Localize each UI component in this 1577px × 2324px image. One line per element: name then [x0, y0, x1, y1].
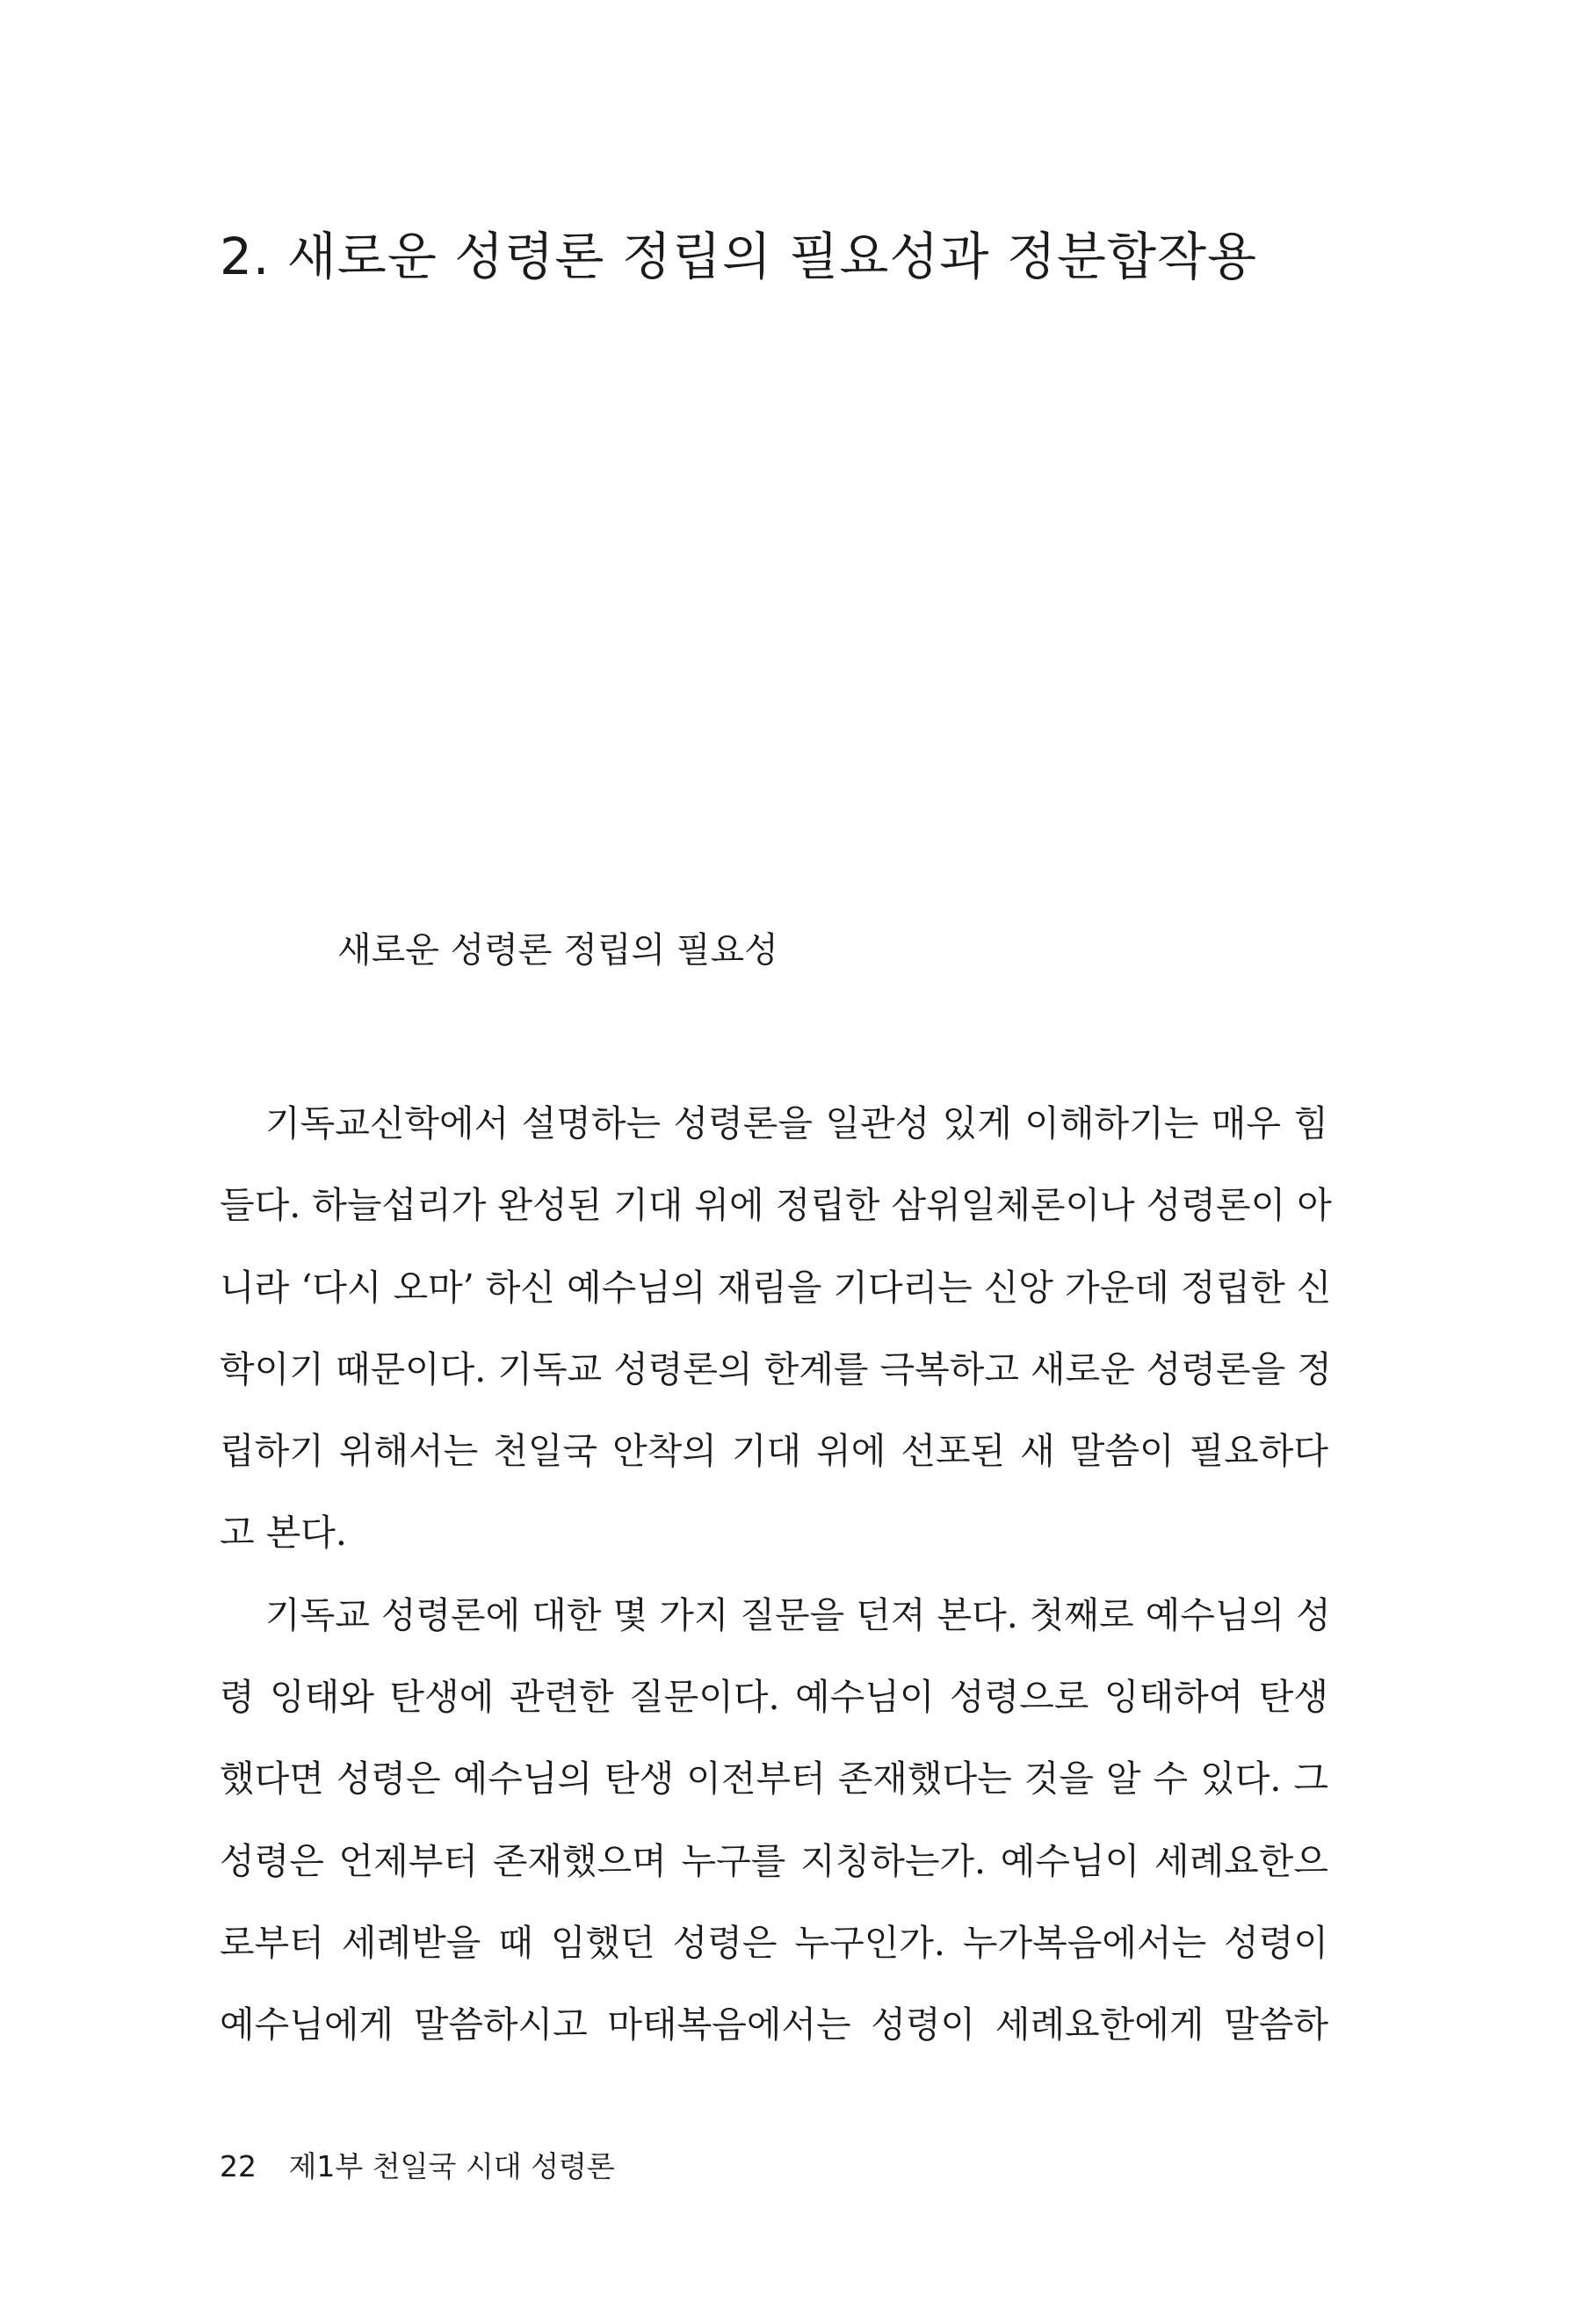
- text-line: 고 본다.: [220, 1512, 347, 1555]
- text-line: 예수님에게 말씀하시고 마태복음에서는 성령이 세례요한에게 말씀하: [220, 2003, 1328, 2046]
- chapter-title: 2. 새로운 성령론 정립의 필요성과 정분합작용: [220, 227, 1258, 286]
- paragraph-1: [220, 1083, 1332, 1575]
- text-line: 들다. 하늘섭리가 완성된 기대 위에 정립한 삼위일체론이나 성령론이 아: [220, 1184, 1332, 1227]
- text-line: 령 잉태와 탄생에 관련한 질문이다. 예수님이 성령으로 잉태하여 탄생: [220, 1676, 1328, 1719]
- text-line: 성령은 언제부터 존재했으며 누구를 지칭하는가. 예수님이 세례요한으: [220, 1839, 1328, 1882]
- body-text: [220, 1083, 1332, 2067]
- text-line: 립하기 위해서는 천일국 안착의 기대 위에 선포된 새 말씀이 필요하다: [220, 1430, 1328, 1473]
- running-head: 제1부 천일국 시대 성령론: [288, 2149, 615, 2183]
- text-line: 로부터 세례받을 때 임했던 성령은 누구인가. 누가복음에서는 성령이: [220, 1921, 1328, 1964]
- text-line: 기독교 성령론에 대한 몇 가지 질문을 던져 본다. 첫째로 예수님의 성: [265, 1593, 1331, 1636]
- text-line: 했다면 성령은 예수님의 탄생 이전부터 존재했다는 것을 알 수 있다. 그: [220, 1757, 1328, 1801]
- text-line: 기독교신학에서 설명하는 성령론을 일관성 있게 이해하기는 매우 힘: [265, 1102, 1328, 1144]
- paragraph-2: [220, 1575, 1331, 2067]
- page-number: 22: [220, 2149, 257, 2183]
- text-line: 니라 ‘다시 오마’ 하신 예수님의 재림을 기다리는 신앙 가운데 정립한 신: [220, 1266, 1332, 1309]
- section-heading: 새로운 성령론 정립의 필요성: [337, 930, 778, 971]
- text-line: 학이기 때문이다. 기독교 성령론의 한계를 극복하고 새로운 성령론을 정: [220, 1347, 1332, 1390]
- page-footer: [220, 2147, 615, 2186]
